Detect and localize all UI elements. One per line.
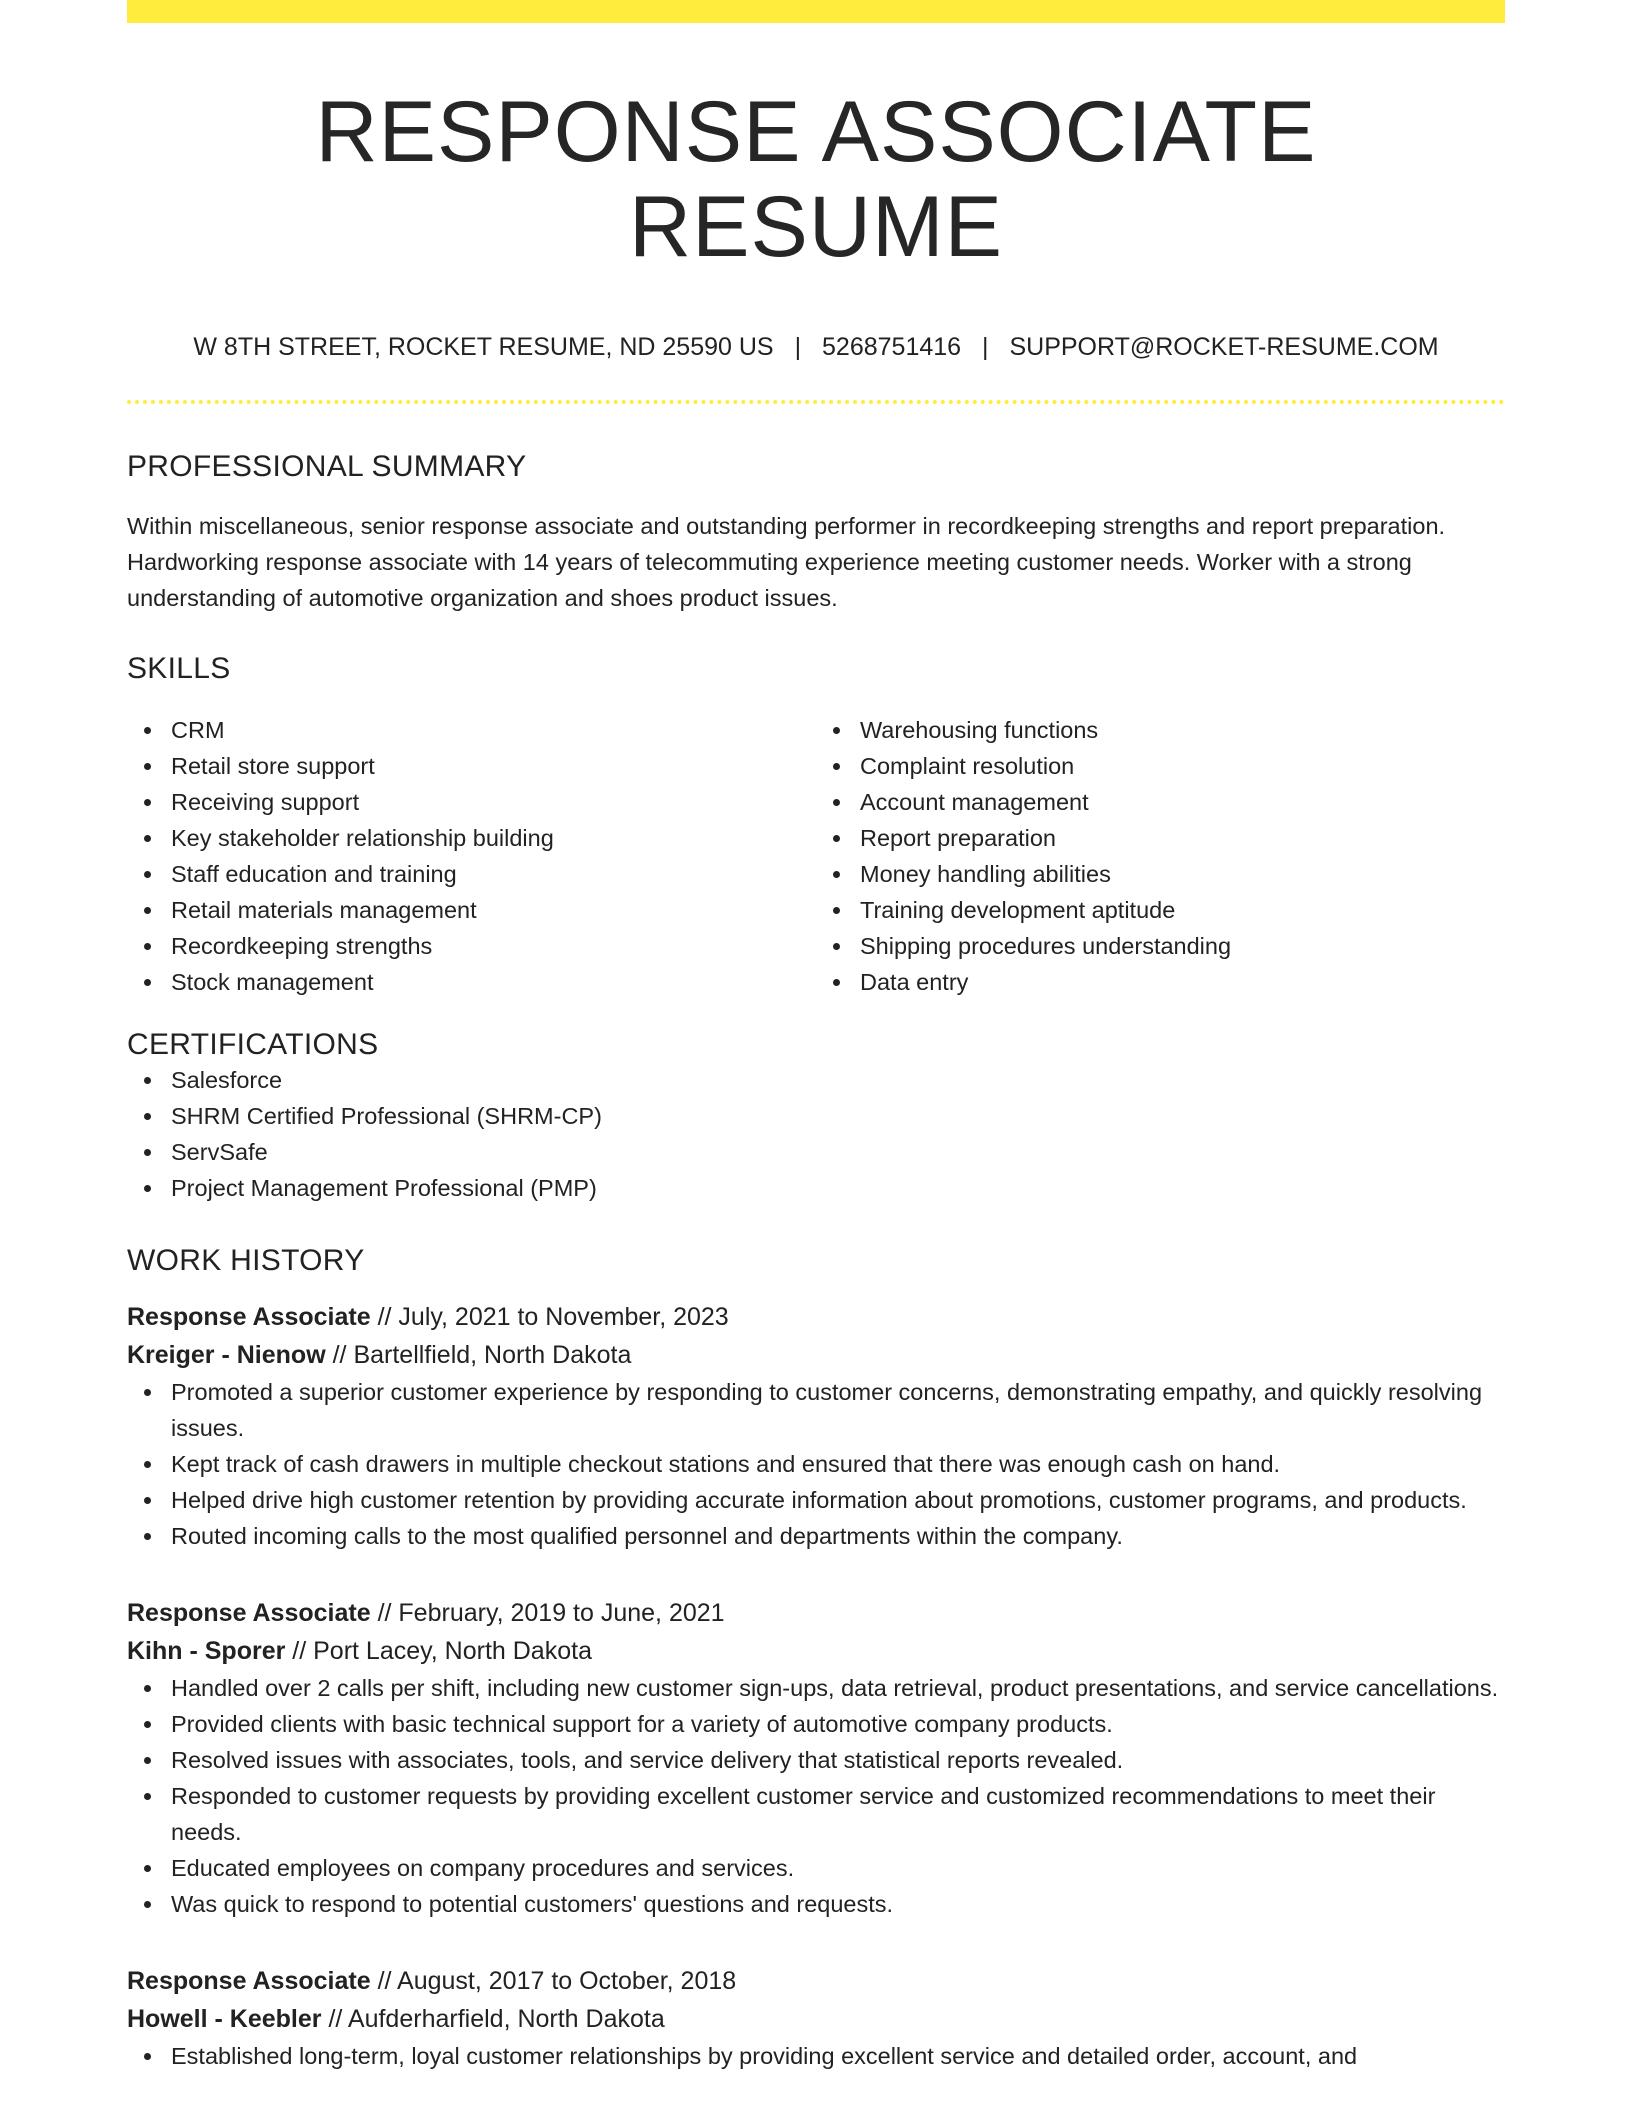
summary-text: Within miscellaneous, senior response associate and outstanding performer in recordkeeping strengths and report preparation. Hardworking response associate with 14 years of telecommuting experience meeting customer needs. Worker with a strong understanding of automotive organization and shoes product issues. (127, 513, 1446, 612)
job-location: // Aufderharfield, North Dakota (328, 2005, 665, 2034)
job-duty: Routed incoming calls to the most qualified personnel and departments within the company. (127, 1518, 1505, 1554)
job-company-line (127, 1632, 1505, 1670)
skill-item: Warehousing functions (816, 712, 1505, 748)
skill-item: Shipping procedures understanding (816, 928, 1505, 964)
skill-item: Staff education and training (127, 856, 816, 892)
skill-item: Complaint resolution (816, 748, 1505, 784)
certification-item: Project Management Professional (PMP) (127, 1170, 1505, 1206)
job-duties-list (127, 1374, 1505, 1554)
contact-line (127, 332, 1505, 362)
contact-address: W 8TH STREET, ROCKET RESUME, ND 25590 US (193, 333, 774, 362)
job-role: Response Associate (127, 1599, 371, 1628)
job-dates: // August, 2017 to October, 2018 (377, 1967, 737, 1996)
resume-page (127, 0, 1505, 2074)
certification-item: Salesforce (127, 1062, 1505, 1098)
job-dates: // February, 2019 to June, 2021 (377, 1599, 725, 1628)
skill-item: Stock management (127, 964, 816, 1000)
skills-grid (127, 712, 1505, 1000)
skill-item: Report preparation (816, 820, 1505, 856)
skill-item: Money handling abilities (816, 856, 1505, 892)
job-duty: Responded to customer requests by providing excellent customer service and customized recommendations to meet their needs. (127, 1778, 1505, 1850)
job-role-line (127, 1594, 1505, 1632)
job-duty: Handled over 2 calls per shift, including new customer sign-ups, data retrieval, product presentations, and service cancellations. (127, 1670, 1505, 1706)
job-duty: Was quick to respond to potential customers' questions and requests. (127, 1886, 1505, 1922)
skill-item: CRM (127, 712, 816, 748)
job-duty: Educated employees on company procedures and services. (127, 1850, 1505, 1886)
skills-column-right (816, 712, 1505, 1000)
job-dates: // July, 2021 to November, 2023 (377, 1303, 729, 1332)
contact-separator: | (982, 333, 989, 362)
job-duties-list (127, 2038, 1505, 2074)
skills-list-right (816, 712, 1505, 1000)
job-company: Kihn - Sporer (127, 1637, 286, 1666)
skill-item: Retail store support (127, 748, 816, 784)
skills-column-left (127, 712, 816, 1000)
skill-item: Recordkeeping strengths (127, 928, 816, 964)
certifications-list (127, 1062, 1505, 1206)
job-duty: Resolved issues with associates, tools, and service delivery that statistical reports revealed. (127, 1742, 1505, 1778)
certifications-heading: CERTIFICATIONS (127, 1028, 379, 1062)
job-duty: Helped drive high customer retention by providing accurate information about promotions, customer programs, and products. (127, 1482, 1505, 1518)
contact-phone: 5268751416 (822, 333, 962, 362)
certification-item: ServSafe (127, 1134, 1505, 1170)
skill-item: Training development aptitude (816, 892, 1505, 928)
skill-item: Data entry (816, 964, 1505, 1000)
job-entry (127, 1594, 1505, 1922)
skill-item: Receiving support (127, 784, 816, 820)
contact-email: SUPPORT@ROCKET-RESUME.COM (1009, 333, 1439, 362)
job-entry (127, 1298, 1505, 1554)
job-entry (127, 1962, 1505, 2074)
skills-list-left (127, 712, 816, 1000)
job-duty: Provided clients with basic technical support for a variety of automotive company products. (127, 1706, 1505, 1742)
skill-item: Retail materials management (127, 892, 816, 928)
job-duty: Promoted a superior customer experience by responding to customer concerns, demonstrating empathy, and quickly resolving issues. (127, 1374, 1505, 1446)
job-company-line (127, 1336, 1505, 1374)
top-accent-bar (127, 0, 1505, 23)
job-location: // Bartellfield, North Dakota (332, 1341, 632, 1370)
resume-title: RESPONSE ASSOCIATE RESUME (315, 84, 1317, 275)
job-company-line (127, 2000, 1505, 2038)
skill-item: Key stakeholder relationship building (127, 820, 816, 856)
job-role: Response Associate (127, 1303, 371, 1332)
job-duty: Established long-term, loyal customer relationships by providing excellent service and detailed order, account, and (127, 2038, 1505, 2074)
job-company: Howell - Keebler (127, 2005, 322, 2034)
job-role: Response Associate (127, 1967, 371, 1996)
certification-item: SHRM Certified Professional (SHRM-CP) (127, 1098, 1505, 1134)
contact-separator: | (794, 333, 802, 362)
job-role-line (127, 1298, 1505, 1336)
job-company: Kreiger - Nienow (127, 1341, 326, 1370)
dotted-divider (127, 400, 1505, 404)
job-role-line (127, 1962, 1505, 2000)
summary-heading: PROFESSIONAL SUMMARY (127, 450, 527, 484)
job-duty: Kept track of cash drawers in multiple checkout stations and ensured that there was enough cash on hand. (127, 1446, 1505, 1482)
skills-heading: SKILLS (127, 652, 231, 686)
skill-item: Account management (816, 784, 1505, 820)
work-history-heading: WORK HISTORY (127, 1244, 365, 1278)
job-duties-list (127, 1670, 1505, 1922)
job-location: // Port Lacey, North Dakota (292, 1637, 592, 1666)
